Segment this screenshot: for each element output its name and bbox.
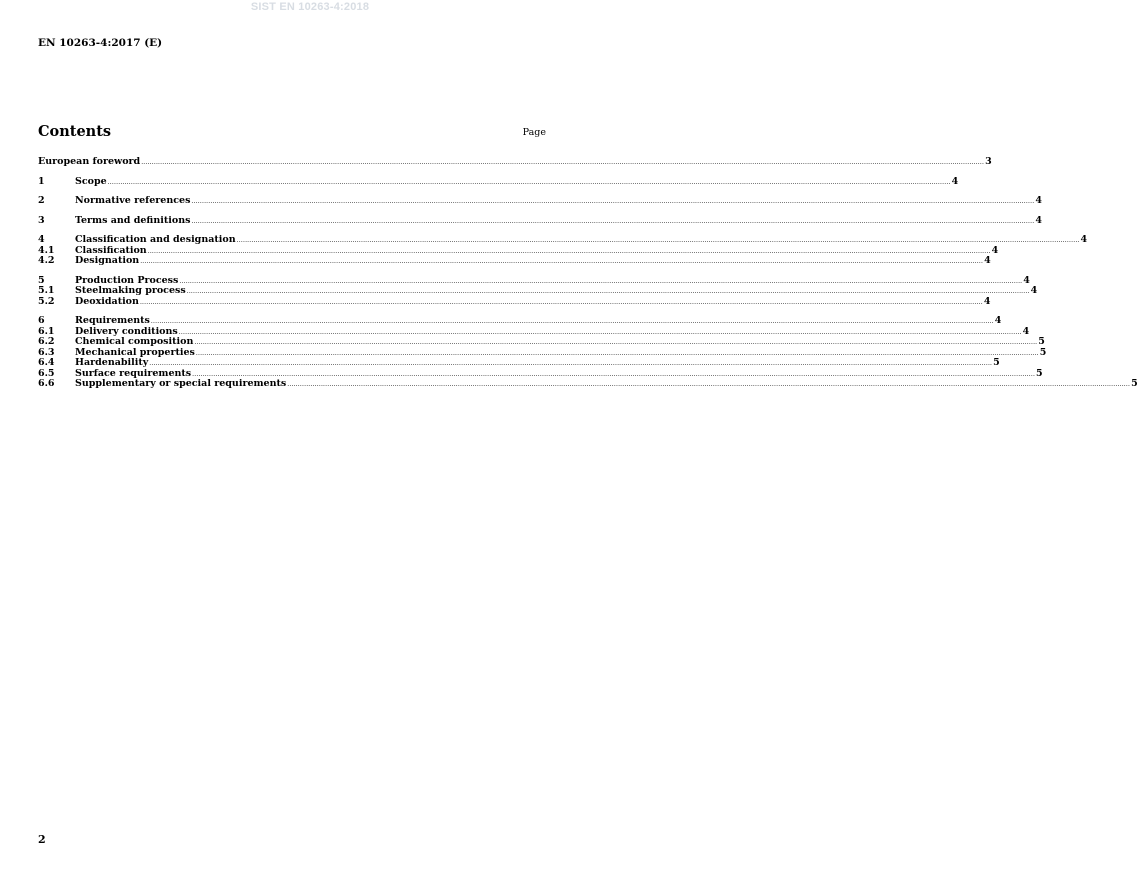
- toc-entry-number: 5.2: [38, 295, 55, 307]
- toc-entry-title: Classification: [75, 244, 147, 256]
- toc-entry[interactable]: [38, 234, 1088, 246]
- toc-entry-title: Deoxidation: [75, 295, 139, 307]
- toc-entry-number: 4.2: [38, 255, 55, 266]
- toc-entry-page: 5: [1036, 367, 1043, 379]
- toc-entry[interactable]: [38, 175, 959, 188]
- toc-dot-leader: ................................................................................................................................................................................................................................................................................................................................................................................................................: [287, 381, 1131, 388]
- toc-entry-title: Chemical composition: [75, 336, 194, 347]
- toc-entry-title: Designation: [75, 255, 140, 266]
- toc-dot-leader: ................................................................................................................................................................................................................................................................................................................................................................................................................: [191, 217, 1035, 225]
- table-of-contents: [38, 156, 1138, 390]
- toc-entry-page: 5: [993, 357, 1000, 368]
- toc-entry-number: 4.1: [38, 244, 55, 256]
- toc-entry-title: European foreword: [38, 156, 141, 167]
- toc-entry-number: 5: [38, 274, 45, 286]
- toc-entry-page: 4: [1030, 285, 1038, 296]
- toc-entry[interactable]: [38, 357, 1000, 369]
- toc-entry-title: Supplementary or special requirements: [75, 378, 287, 389]
- toc-entry-page: 5: [1131, 378, 1138, 389]
- toc-dot-leader: ................................................................................................................................................................................................................................................................................................................................................................................................................: [141, 159, 985, 166]
- toc-entry-page: 4: [951, 175, 959, 187]
- toc-entry-title: Steelmaking process: [75, 285, 186, 296]
- page-column-label: Page: [522, 127, 546, 138]
- toc-entry-page: 3: [985, 156, 992, 167]
- toc-entry-page: 5: [1038, 336, 1045, 347]
- toc-entry-number: 6.6: [38, 378, 55, 389]
- toc-entry-number: 4: [38, 234, 45, 245]
- toc-entry-page: 4: [994, 315, 1002, 326]
- toc-dot-leader: ................................................................................................................................................................................................................................................................................................................................................................................................................: [195, 349, 1039, 357]
- toc-entry-number: 2: [38, 195, 45, 206]
- toc-entry-page: 4: [991, 244, 999, 256]
- toc-entry-page: 5: [1039, 346, 1047, 358]
- toc-entry-number: 6.2: [38, 336, 55, 347]
- toc-entry-number: 6.5: [38, 367, 55, 379]
- toc-dot-leader: ................................................................................................................................................................................................................................................................................................................................................................................................................: [178, 328, 1022, 336]
- toc-dot-leader: ................................................................................................................................................................................................................................................................................................................................................................................................................: [147, 247, 991, 255]
- toc-dot-leader: ................................................................................................................................................................................................................................................................................................................................................................................................................: [192, 370, 1036, 378]
- contents-title: Contents: [38, 123, 112, 140]
- toc-dot-leader: ................................................................................................................................................................................................................................................................................................................................................................................................................: [150, 318, 994, 325]
- toc-entry-number: 6.3: [38, 346, 55, 358]
- toc-entry-number: 3: [38, 214, 45, 226]
- toc-entry-number: 6: [38, 315, 45, 326]
- toc-dot-leader: ................................................................................................................................................................................................................................................................................................................................................................................................................: [179, 277, 1023, 285]
- toc-dot-leader: ................................................................................................................................................................................................................................................................................................................................................................................................................: [140, 258, 984, 265]
- toc-entry-title: Production Process: [75, 274, 179, 286]
- toc-entry-title: Hardenability: [75, 357, 149, 368]
- toc-entry-page: 4: [1035, 195, 1042, 206]
- toc-entry-title: Requirements: [75, 315, 150, 326]
- toc-entry[interactable]: [38, 285, 1038, 297]
- toc-entry-number: 6.1: [38, 325, 55, 337]
- toc-dot-leader: ................................................................................................................................................................................................................................................................................................................................................................................................................: [191, 198, 1035, 205]
- toc-entry-page: 4: [1022, 325, 1030, 337]
- toc-dot-leader: ................................................................................................................................................................................................................................................................................................................................................................................................................: [236, 237, 1080, 244]
- toc-entry-title: Mechanical properties: [75, 346, 195, 358]
- toc-entry-number: 1: [38, 175, 45, 187]
- document-id: EN 10263-4:2017 (E): [38, 37, 163, 49]
- toc-entry-title: Surface requirements: [75, 367, 192, 379]
- toc-entry[interactable]: [38, 255, 991, 267]
- page-number: 2: [38, 833, 46, 846]
- toc-entry-title: Scope: [75, 175, 107, 187]
- toc-entry[interactable]: [38, 156, 992, 168]
- toc-entry[interactable]: [38, 315, 1002, 327]
- toc-entry-number: 5.1: [38, 285, 55, 296]
- toc-dot-leader: ................................................................................................................................................................................................................................................................................................................................................................................................................: [194, 339, 1038, 346]
- toc-entry[interactable]: [38, 378, 1138, 390]
- toc-entry[interactable]: [38, 295, 991, 308]
- toc-entry-page: 4: [984, 255, 991, 266]
- toc-entry[interactable]: [38, 195, 1042, 207]
- toc-entry-title: Normative references: [75, 195, 191, 206]
- toc-entry-title: Terms and definitions: [75, 214, 191, 226]
- toc-entry-page: 4: [1023, 274, 1030, 286]
- toc-dot-leader: ................................................................................................................................................................................................................................................................................................................................................................................................................: [107, 178, 951, 186]
- toc-dot-leader: ................................................................................................................................................................................................................................................................................................................................................................................................................: [149, 360, 993, 367]
- toc-entry[interactable]: [38, 336, 1045, 348]
- toc-entry-title: Classification and designation: [75, 234, 236, 245]
- toc-dot-leader: ................................................................................................................................................................................................................................................................................................................................................................................................................: [139, 298, 983, 306]
- toc-entry-page: 4: [983, 295, 991, 307]
- toc-entry-page: 4: [1080, 234, 1088, 245]
- toc-entry-title: Delivery conditions: [75, 325, 178, 337]
- toc-entry[interactable]: [38, 214, 1042, 227]
- toc-dot-leader: ................................................................................................................................................................................................................................................................................................................................................................................................................: [186, 288, 1030, 295]
- toc-entry-page: 4: [1035, 214, 1042, 226]
- toc-entry-number: 6.4: [38, 357, 55, 368]
- watermark: SIST EN 10263-4:2018: [250, 1, 370, 13]
